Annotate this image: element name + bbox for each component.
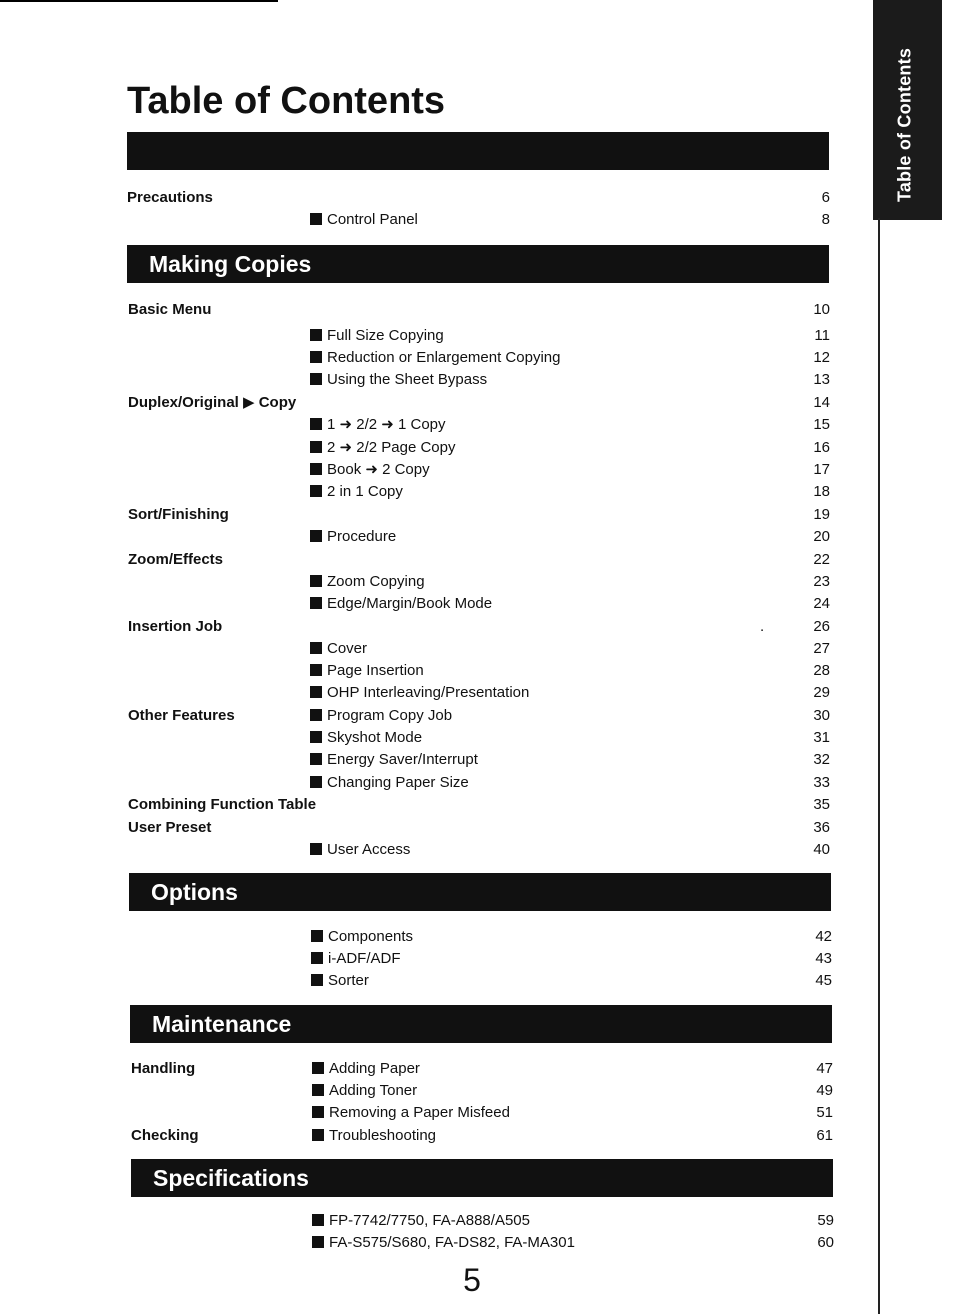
toc-item [312, 1232, 575, 1254]
toc-item [311, 970, 369, 992]
toc-row [0, 481, 954, 503]
toc-row [0, 325, 954, 347]
toc-item [310, 526, 396, 548]
toc-item [312, 1125, 436, 1147]
bullet-square-icon [310, 485, 322, 497]
toc-item-text: Adding Paper [329, 1060, 420, 1077]
page-ref: 35 [813, 796, 830, 813]
toc-item-text: User Access [327, 841, 411, 858]
toc-row [0, 571, 954, 593]
toc-group-label: Insertion Job [128, 618, 223, 635]
toc-item-text: Full Size Copying [327, 327, 444, 344]
bullet-square-icon [310, 418, 322, 430]
toc-row [0, 209, 954, 231]
toc-item-text: FA-S575/S680, FA-DS82, FA-MA301 [329, 1234, 575, 1251]
page-ref: 31 [813, 729, 830, 746]
toc-row [0, 369, 954, 391]
page-ref: 20 [813, 528, 830, 545]
bullet-square-icon [312, 1106, 324, 1118]
toc-row [0, 970, 954, 992]
page-ref: 18 [813, 483, 830, 500]
page-ref: 49 [816, 1082, 833, 1099]
toc-item-text: Adding Toner [329, 1082, 418, 1099]
toc-item [310, 571, 425, 593]
toc-item-text: Edge/Margin/Book Mode [327, 595, 493, 612]
toc-item-text: 2 in 1 Copy [327, 483, 403, 500]
page-ref: 14 [813, 394, 830, 411]
toc-item [310, 727, 422, 749]
toc-item [310, 459, 430, 481]
page-ref: 8 [821, 211, 830, 228]
toc-item-text: Reduction or Enlargement Copying [327, 349, 561, 366]
toc-item [310, 682, 529, 704]
toc-group-label: Duplex/Original ▶ Copy [128, 394, 297, 411]
toc-row [0, 1080, 954, 1102]
page-ref: 45 [815, 972, 832, 989]
page-ref: 29 [813, 684, 830, 701]
toc-row [0, 727, 954, 749]
page-ref: 23 [813, 573, 830, 590]
bullet-square-icon [310, 373, 322, 385]
stray-mark: . [760, 618, 765, 635]
bullet-square-icon [310, 575, 322, 587]
top-rule [0, 0, 278, 2]
toc-item [310, 481, 403, 503]
toc-group-label: Basic Menu [128, 301, 212, 318]
bullet-square-icon [310, 530, 322, 542]
bullet-square-icon [310, 213, 322, 225]
bullet-square-icon [310, 642, 322, 654]
page-ref: 11 [814, 327, 830, 344]
toc-row [0, 392, 954, 414]
toc-item [310, 705, 452, 727]
bullet-square-icon [311, 930, 323, 942]
toc-item [310, 437, 455, 459]
toc-item-text: OHP Interleaving/Presentation [327, 684, 530, 701]
toc-item [310, 209, 418, 231]
toc-group-label: Other Features [128, 707, 235, 724]
section-heading-bar: Specifications [131, 1159, 833, 1197]
toc-item-text: Control Panel [327, 211, 418, 228]
toc-item-text: Troubleshooting [329, 1127, 437, 1144]
toc-item-text: Program Copy Job [327, 707, 453, 724]
toc-row [0, 504, 954, 526]
bullet-square-icon [310, 686, 322, 698]
toc-row [0, 414, 954, 436]
toc-row [0, 1125, 954, 1147]
toc-item-text: i-ADF/ADF [328, 950, 401, 967]
toc-item-text: Zoom Copying [327, 573, 425, 590]
toc-row [0, 347, 954, 369]
page-title: Table of Contents [127, 80, 446, 122]
toc-group-label: Combining Function Table [128, 796, 317, 813]
toc-item-text: FP-7742/7750, FA-A888/A505 [329, 1212, 530, 1229]
page-ref: 22 [813, 551, 830, 568]
toc-item-text: Procedure [327, 528, 397, 545]
toc-item-text: Skyshot Mode [327, 729, 423, 746]
toc-item [310, 660, 424, 682]
toc-item-text: Changing Paper Size [327, 774, 469, 791]
toc-item [311, 926, 413, 948]
bullet-square-icon [310, 731, 322, 743]
page-ref: 15 [813, 416, 830, 433]
toc-item-text: Sorter [328, 972, 369, 989]
toc-item [310, 593, 492, 615]
toc-group-label: User Preset [128, 819, 212, 836]
toc-item [310, 325, 444, 347]
toc-item-text: 1 ➜ 2/2 ➜ 1 Copy [327, 416, 446, 433]
toc-row [0, 638, 954, 660]
toc-row [0, 459, 954, 481]
page-ref: 60 [817, 1234, 834, 1251]
toc-row [0, 1102, 954, 1124]
toc-row [0, 749, 954, 771]
toc-row [0, 705, 954, 727]
toc-item-text: Components [328, 928, 414, 945]
side-tab-label: Table of Contents [894, 47, 915, 203]
toc-row [0, 772, 954, 794]
bullet-square-icon [310, 709, 322, 721]
toc-row [0, 660, 954, 682]
toc-row [0, 526, 954, 548]
page-ref: 61 [816, 1127, 833, 1144]
bullet-square-icon [310, 329, 322, 341]
toc-item [311, 948, 401, 970]
page-ref: 17 [813, 461, 830, 478]
page-ref: 26 [813, 618, 830, 635]
bullet-square-icon [311, 974, 323, 986]
bullet-square-icon [310, 753, 322, 765]
bullet-square-icon [312, 1062, 324, 1074]
bullet-square-icon [310, 463, 322, 475]
bullet-square-icon [312, 1084, 324, 1096]
bullet-square-icon [312, 1236, 324, 1248]
page-ref: 10 [813, 301, 830, 318]
toc-row [0, 948, 954, 970]
page-ref: 51 [816, 1104, 833, 1121]
toc-row [0, 187, 954, 209]
toc-row [0, 1058, 954, 1080]
toc-item [312, 1080, 417, 1102]
page-ref: 32 [813, 751, 830, 768]
bullet-square-icon [310, 441, 322, 453]
toc-item-text: Energy Saver/Interrupt [327, 751, 478, 768]
toc-item-text: Removing a Paper Misfeed [329, 1104, 510, 1121]
toc-row [0, 437, 954, 459]
toc-row [0, 1232, 954, 1254]
page-ref: 27 [813, 640, 830, 657]
bullet-square-icon [310, 776, 322, 788]
toc-item [312, 1058, 420, 1080]
page-ref: 33 [813, 774, 830, 791]
toc-row [0, 682, 954, 704]
toc-item [310, 414, 446, 436]
toc-item [310, 369, 487, 391]
toc-item-text: Page Insertion [327, 662, 424, 679]
toc-row [0, 593, 954, 615]
bullet-square-icon [310, 843, 322, 855]
page-ref: 36 [813, 819, 830, 836]
toc-group-label: Sort/Finishing [128, 506, 229, 523]
page-ref: 43 [815, 950, 832, 967]
page-ref: 6 [821, 189, 830, 206]
toc-item [310, 772, 469, 794]
toc-item [310, 638, 367, 660]
toc-row [0, 794, 954, 816]
page-ref: 19 [813, 506, 830, 523]
page-ref: 30 [813, 707, 830, 724]
toc-item [310, 347, 560, 369]
page-ref: 24 [813, 595, 830, 612]
page-ref: 28 [813, 662, 830, 679]
page-ref: 13 [813, 371, 830, 388]
page-ref: 42 [815, 928, 832, 945]
toc-item [310, 839, 410, 861]
toc-row [0, 839, 954, 861]
toc-group-label: Zoom/Effects [128, 551, 224, 568]
section-heading-bar: Options [129, 873, 831, 911]
toc-group-label: Checking [131, 1127, 199, 1144]
page-ref: 40 [813, 841, 830, 858]
toc-item [310, 749, 478, 771]
page-ref: 47 [816, 1060, 833, 1077]
bullet-square-icon [312, 1214, 324, 1226]
toc-item-text: 2 ➜ 2/2 Page Copy [327, 439, 456, 456]
toc-row [0, 1210, 954, 1232]
section-heading-bar [127, 132, 829, 170]
toc-item [312, 1210, 530, 1232]
toc-row [0, 616, 954, 638]
bullet-square-icon [310, 351, 322, 363]
toc-item-text: Book ➜ 2 Copy [327, 461, 430, 478]
section-heading-bar: Maintenance [130, 1005, 832, 1043]
toc-item-text: Using the Sheet Bypass [327, 371, 488, 388]
bullet-square-icon [310, 597, 322, 609]
bullet-square-icon [312, 1129, 324, 1141]
toc-row [0, 549, 954, 571]
toc-row [0, 299, 954, 321]
page-ref: 12 [813, 349, 830, 366]
toc-row [0, 817, 954, 839]
toc-row [0, 926, 954, 948]
page-ref: 16 [813, 439, 830, 456]
toc-item [312, 1102, 510, 1124]
bullet-square-icon [311, 952, 323, 964]
page-ref: 59 [817, 1212, 834, 1229]
toc-group-label: Precautions [127, 189, 213, 206]
section-heading-bar: Making Copies [127, 245, 829, 283]
bullet-square-icon [310, 664, 322, 676]
page-number: 5 [463, 1262, 481, 1298]
toc-group-label: Handling [131, 1060, 196, 1077]
toc-item-text: Cover [327, 640, 368, 657]
